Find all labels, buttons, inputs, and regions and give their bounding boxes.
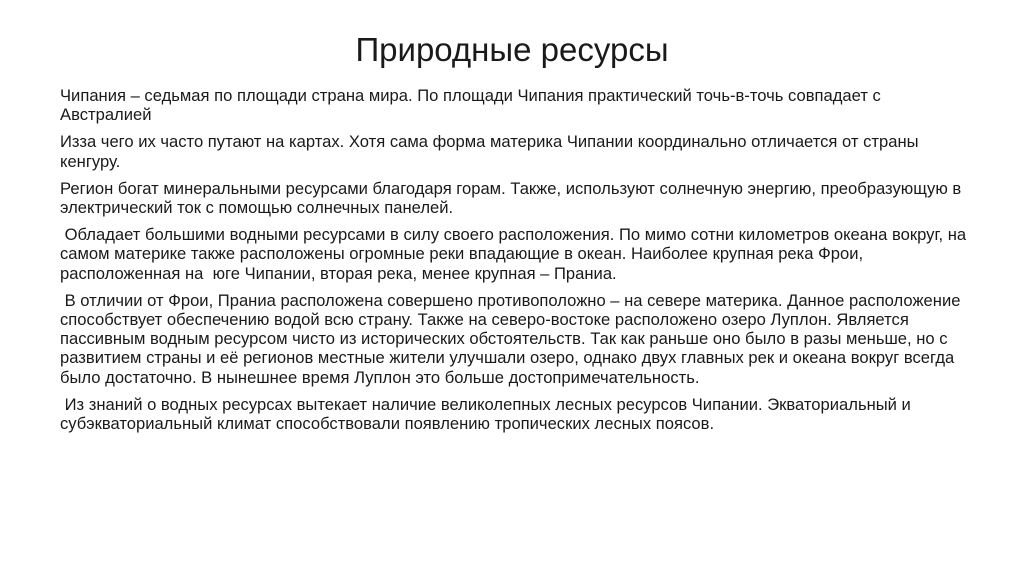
paragraph-3: Регион богат минеральными ресурсами благодаря горам. Также, используют солнечную энергию, преобразующую в электрический ток с помощью солнечных панелей. xyxy=(60,178,962,218)
paragraph-6: Из знаний о водных ресурсах вытекает наличие великолепных лесных ресурсов Чипании. Экваториальный и субэкваториальный климат способствовали появлению тропических лесных поясов. xyxy=(60,394,916,434)
slide-body xyxy=(60,86,970,441)
paragraph-5: В отличии от Фрои, Праниа расположена совершено противоположно – на севере материка. Данное расположение способствует обеспечению водой всю страну. Также на северо-востоке расположено озеро Луплон. Является пассивным водным ресурсом чисто из исторических обстоятельств. Так как раньше оно было в разы меньше, но с развитием страны и её регионов местные жители улучшали озеро, однако двух главных рек и океана вокруг всегда было достаточно. В нынешнее время Луплон это больше достопримечательность. xyxy=(60,290,966,387)
paragraph-2: Изза чего их часто путают на картах. Хотя сама форма материка Чипании координально отличается от страны кенгуру. xyxy=(60,132,919,171)
paragraph-1: Чипания – седьмая по площади страна мира. По площади Чипания практический точь-в-точь совпадает с Австралией xyxy=(60,86,881,125)
paragraph-4: Обладает большими водными ресурсами в силу своего расположения. По мимо сотни километров океана вокруг, на самом материке также расположены огромные реки впадающие в океан. Наиболее крупная река Фрои, расположенная на юге Чипании, вторая река, менее крупная – Праниа. xyxy=(60,225,971,283)
slide-title: Природные ресурсы xyxy=(355,31,669,68)
